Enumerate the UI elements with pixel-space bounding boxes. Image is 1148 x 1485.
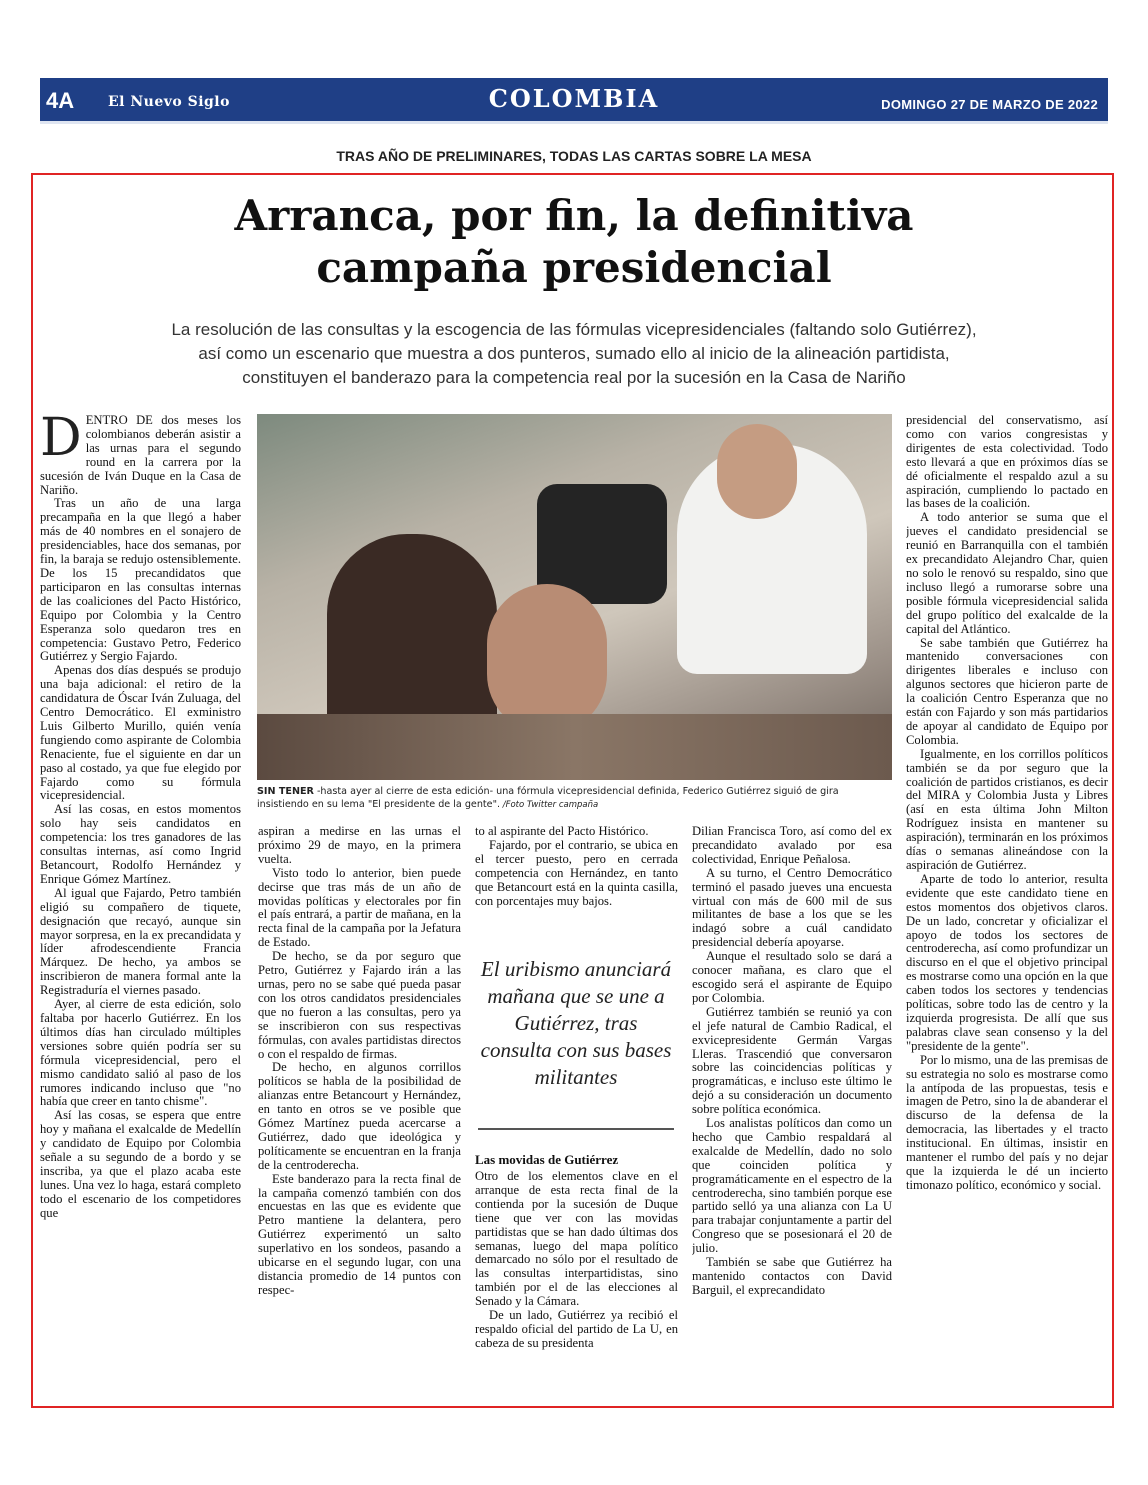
body-column-1 — [40, 414, 241, 1404]
kicker: TRAS AÑO DE PRELIMINARES, TODAS LAS CARTAS SOBRE LA MESA — [336, 148, 812, 164]
page-number: 4A — [46, 88, 75, 113]
body-paragraph: De un lado, Gutiérrez ya recibió el respaldo oficial del partido de La U, en cabeza de su presidenta — [475, 1308, 678, 1350]
body-paragraph: Se sabe también que Gutiérrez ha mantenido conversaciones con dirigentes liberales e incluso con algunos sectores que hicieron parte de la coalición Centro Esperanza que no están con Fajardo y son más partidarios de apoyar al candidato de Equipo por Colombia. — [906, 635, 1108, 747]
pull-quote: El uribismo anunciará mañana que se une a Gutiérrez, tras consulta con sus bases militantes — [480, 957, 672, 1089]
section-title: COLOMBIA — [488, 84, 660, 113]
body-paragraph: Así las cosas, se espera que entre hoy y mañana el exalcalde de Medellín y candidato de Equipo por Colombia señale a su segundo de a bordo y se inscriba, ya que el plazo acaba este lunes. Una vez lo haga, estará completo todo el escenario de los competidores que — [40, 1108, 241, 1220]
headline — [60, 190, 1088, 294]
body-paragraph: presidencial del conservatismo, así como con varios congresistas y dirigentes de esta colectividad. Todo esto llevará a que en próximos días se dé oficialmente el respaldo azul a su aspiración, cumpliendo lo pactado en las bases de la coalición. — [906, 414, 1108, 511]
body-paragraph: to al aspirante del Pacto Histórico. — [475, 825, 649, 838]
body-paragraph: Apenas dos días después se produjo una baja adicional: el retiro de la candidatura de Óscar Iván Zuluaga, del Centro Democrático. El exministro Luis Gilberto Murillo, quién venía fungiendo como aspirante de Colombia Renaciente, fue el siguiente en dar un paso al costado, ya que fue elegido por Fajardo como su fórmula vicepresidencial. — [40, 663, 241, 803]
body-paragraph: A su turno, el Centro Democrático terminó el pasado jueves una encuesta virtual con más de 600 mil de sus militantes de base a los que se les indagó sobre a cuál candidato presidencial debería apoyarse. — [692, 865, 892, 950]
deck-line-1: La resolución de las consultas y la escogencia de las fórmulas vicepresidenciales (faltando solo Gutiérrez), — [171, 320, 977, 339]
issue-date: DOMINGO 27 DE MARZO DE 2022 — [881, 97, 1098, 112]
body-column-4 — [692, 825, 892, 1405]
body-paragraph: Por lo mismo, una de las premisas de su estrategia no solo es mostrarse como la antípoda de las propuestas, tesis e imagen de Petro, sino la de abanderar el discurso de la defensa de la democracia, las libertades y el tracto institucional. En últimas, insistir en mantener el rumbo del país y no dejar que la izquierda le dé un incierto timonazo político, económico y social. — [906, 1052, 1108, 1192]
body-paragraph: aspiran a medirse en las urnas el próximo 29 de mayo, en la primera vuelta. — [258, 825, 461, 866]
drop-cap: D — [40, 414, 82, 468]
body-paragraph: Este banderazo para la recta final de la campaña comenzó también con dos encuestas en las que es evidente que Petro mantiene la delantera, pero Gutiérrez experimentó un salto superlativo en los sondeos, pasando a ubicarse en el segundo lugar, con una distancia promedio de 14 puntos con respec- — [258, 1171, 461, 1297]
headline-line-1: Arranca, por fin, la definitiva — [234, 191, 914, 240]
subheading: Las movidas de Gutiérrez — [475, 1152, 619, 1167]
body-paragraph: ENTRO DE dos meses los colombianos deberán asistir a las urnas para el segundo round en la carrera por la sucesión de Iván Duque en la Casa de Nariño. — [40, 414, 241, 497]
body-paragraph: Los analistas políticos dan como un hecho que Cambio respaldará al exalcalde de Medellín, dado no solo que coinciden política y programáticamente en el espectro de la centroderecha, sino también porque ese partido selló ya una alianza con La U para trabajar conjuntamente a partir del Congreso que se posesionará el 20 de julio. — [692, 1116, 892, 1256]
newspaper-name: El Nuevo Siglo — [108, 94, 230, 110]
body-paragraph: Dilian Francisca Toro, así como del ex precandidato avalado por esa colectividad, Enrique Peñalosa. — [692, 825, 892, 866]
body-paragraph: Así las cosas, en estos momentos solo hay seis candidatos en competencia: los tres ganadores de las consultas internas, así como Ingrid Betancourt, Rodolfo Hernández y Enrique Gómez Martínez. — [40, 802, 241, 886]
body-paragraph: Fajardo, por el contrario, se ubica en el tercer puesto, pero en cerrada competencia con Hernández, en tanto que Betancourt está en la quinta casilla, con porcentajes muy bajos. — [475, 837, 678, 908]
pull-quote-rule — [478, 1128, 674, 1130]
body-paragraph: Igualmente, en los corrillos políticos también se da por seguro que la coalición de partidos cristianos, es decir del MIRA y Colombia Justa y Libres (así en esta última John Milton Rodríguez insista en mantener su aspiración), terminarán en los próximos días o semanas alineándose con la aspiración de Gutiérrez. — [906, 746, 1108, 872]
deck-line-3: constituyen el banderazo para la competencia real por la sucesión en la Casa de Nariño — [242, 368, 906, 387]
caption-text: -hasta ayer al cierre de esta edición- una fórmula vicepresidencial definida, Federico Gutiérrez siguió de gira insistiendo en su lema "El presidente de la gente". — [257, 786, 839, 810]
body-column-3-top — [475, 825, 678, 937]
body-paragraph: De hecho, se da por seguro que Petro, Gutiérrez y Fajardo irán a las urnas, pero no se sabe qué pueda pasar con los otros candidatos presidenciales que no fueron a las consultas, pero ya se inscribieron con sus respectivas fórmulas, con avales partidistas directos o con el respaldo de firmas. — [258, 949, 461, 1061]
deck — [80, 318, 1068, 390]
body-paragraph: Otro de los elementos clave en el arranque de esta recta final de la contienda por la sucesión de Duque tiene que ver con las movidas partidistas que se han dado últimas dos semanas, luego del mapa político demarcado no sólo por el resultado de las consultas interpartidistas, sino también por el de las elecciones al Senado y la Cámara. — [475, 1170, 678, 1309]
body-paragraph: Gutiérrez también se reunió ya con el jefe natural de Cambio Radical, el exvicepresidente Germán Vargas Lleras. Trascendió que conversaron sobre las coincidencias políticas y programáticas, e incluso este último le dejó a su consideración un documento sobre política económica. — [692, 1004, 892, 1117]
body-paragraph: De hecho, en algunos corrillos políticos se habla de la posibilidad de alianzas entre Betancourt y Hernández, en tanto en otros se ve posible que Gómez Martínez pueda acercarse a Gutiérrez, dado que ideológica y políticamente se encuentran en la franja de la centroderecha. — [258, 1060, 461, 1172]
campaign-photo — [257, 414, 892, 780]
body-paragraph: Aparte de todo lo anterior, resulta evidente que este candidato tiene en estos momentos dos objetivos claros. De un lado, concretar y oficializar el apoyo de todos los sectores de centroderecha, así como profundizar un discurso en el que el objetivo principal es mostrarse como una opción en la que caben todos los sectores y tendencias políticas, sobre todo las de centro y la izquierda progresista. De allí que sus palabras clave sean consenso y la del "presidente de la gente". — [906, 871, 1108, 1053]
caption-lead: SIN TENER — [257, 786, 314, 797]
body-paragraph: Tras un año de una larga precampaña en la que llegó a haber más de 40 nombres en el sonajero de presidenciables, hace dos semanas, por fin, la baraja se redujo ostensiblemente. De los 15 precandidatos que participaron en las consultas internas de las coaliciones del Pacto Histórico, Equipo por Colombia y la Centro Esperanza solo quedaron tres en competencia: Gustavo Petro, Federico Gutiérrez y Sergio Fajardo. — [40, 496, 241, 664]
headline-line-2: campaña presidencial — [316, 243, 832, 292]
body-column-3-bottom — [475, 1170, 678, 1405]
photo-credit: /Foto Twitter campaña — [500, 799, 599, 810]
body-column-5 — [906, 414, 1108, 1404]
column-1-paragraphs — [40, 414, 241, 1221]
deck-line-2: así como un escenario que muestra a dos punteros, sumado ello al inicio de la alineación partidista, — [198, 344, 950, 363]
photo-caption — [257, 786, 892, 811]
body-paragraph: Visto todo lo anterior, bien puede decirse que tras más de un año de movidas políticas y electorales por fin el país entrará, a partir de mañana, en la recta final de la campaña por la Jefatura de Estado. — [258, 865, 461, 950]
body-paragraph: Al igual que Fajardo, Petro también eligió su compañero de tiquete, designación que recayó, aunque sin mayor sorpresa, en la ex precandidata y líder afrodescendiente Francia Márquez. De hecho, ya ambos se inscribieron de manera formal ante la Registraduría el viernes pasado. — [40, 885, 241, 998]
body-column-2 — [258, 825, 461, 1405]
body-paragraph: Aunque el resultado solo se dará a conocer mañana, es claro que el escogido será el aspirante de Equipo por Colombia. — [692, 949, 892, 1005]
body-paragraph: También se sabe que Gutiérrez ha mantenido contactos con David Barguil, el exprecandidato — [692, 1255, 892, 1297]
body-paragraph: Ayer, al cierre de esta edición, solo faltaba por hacerlo Gutiérrez. En los últimos días han circulado múltiples versiones sobre quién podría ser su fórmula vicepresidencial, pero el mismo candidato salió al paso de los rumores indicando incluso que "no había que creer en tanto chisme". — [40, 997, 241, 1109]
body-paragraph: A todo anterior se suma que el jueves el candidato presidencial se reunió en Barranquilla con el también ex precandidato Alejandro Char, quien no solo le renovó su respaldo, sino que incluso llegó a rumorarse sobre una posible fórmula vicepresidencial salida del grupo político del exalcalde de la capital del Atlántico. — [906, 510, 1108, 636]
